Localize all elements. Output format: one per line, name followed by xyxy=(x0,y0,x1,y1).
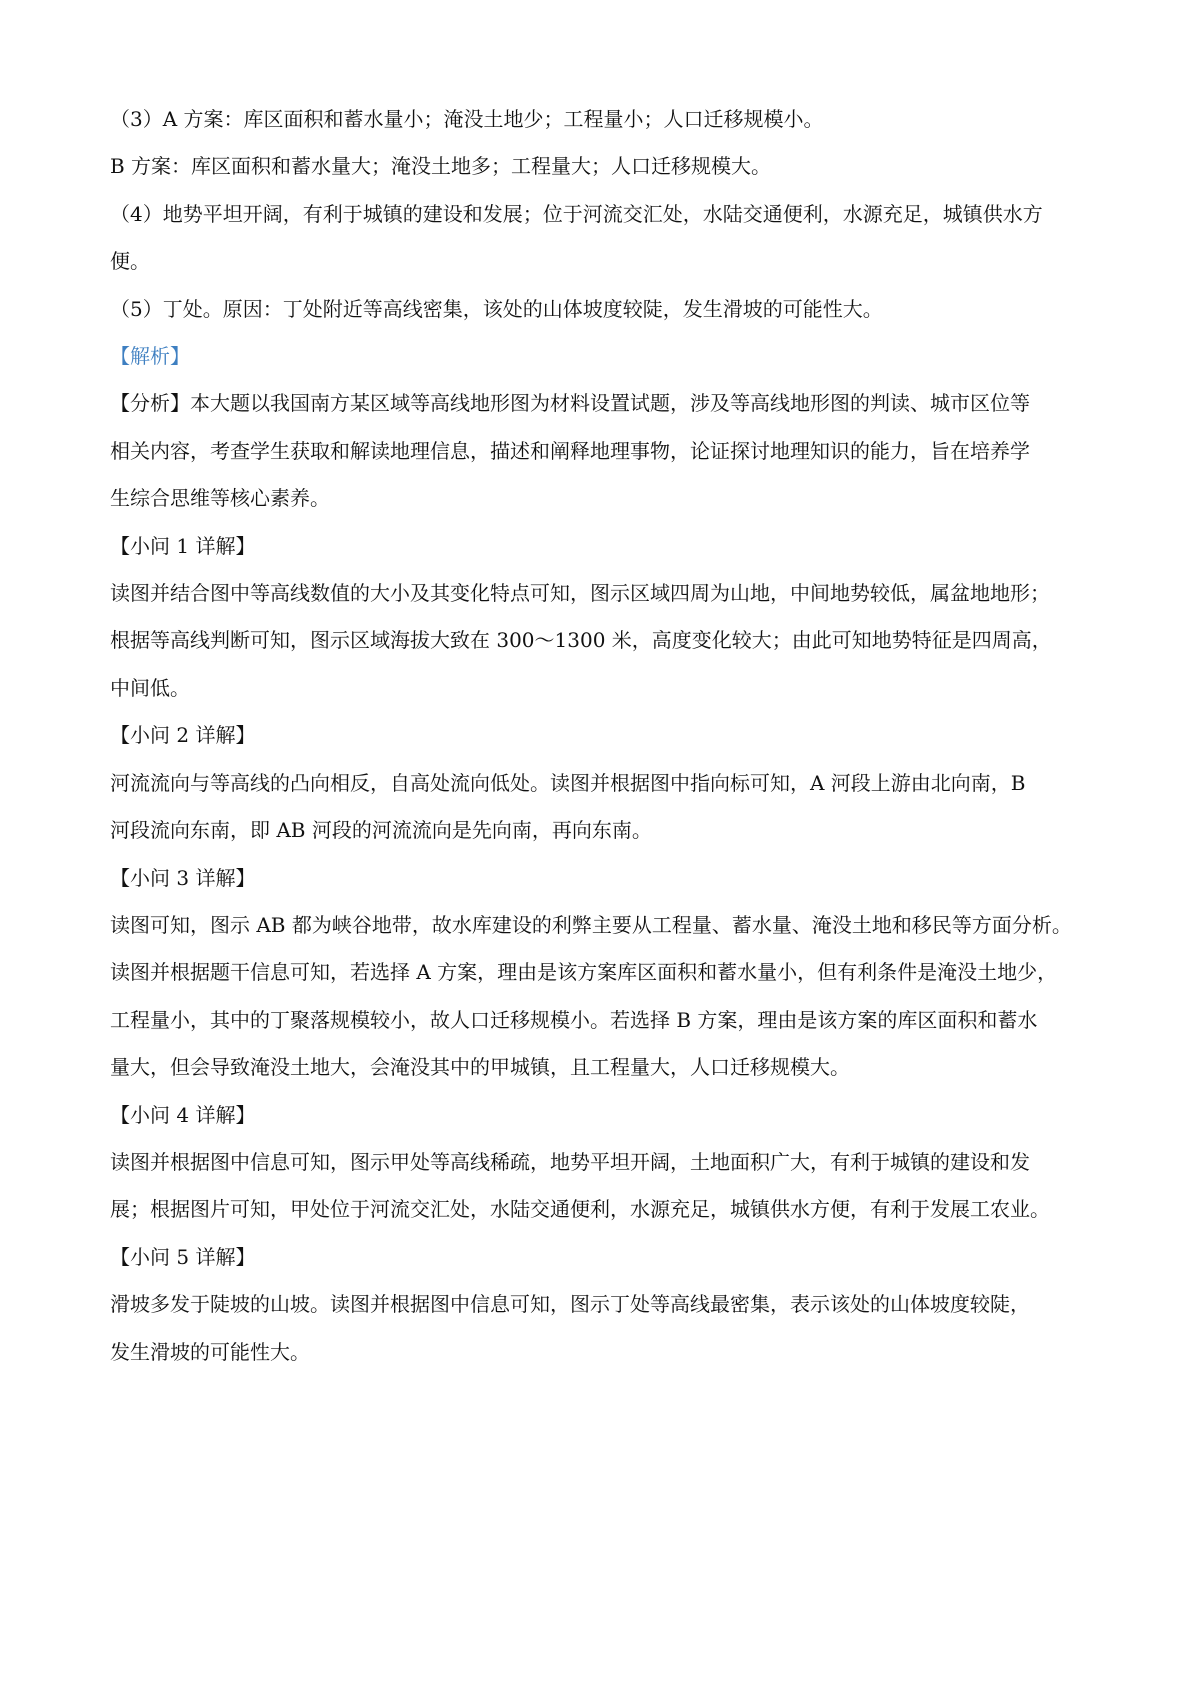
q5-line: 滑坡多发于陡坡的山坡。读图并根据图中信息可知，图示丁处等高线最密集，表示该处的山体坡度较陡， xyxy=(110,1292,1030,1317)
analysis-heading: 【解析】 xyxy=(110,344,190,369)
q1-line: 中间低。 xyxy=(110,675,190,700)
q3-line: 读图并根据题干信息可知，若选择 A 方案，理由是该方案库区面积和蓄水量小，但有利条件是淹没土地少， xyxy=(110,960,1058,985)
document-page xyxy=(110,96,1100,1376)
analysis-line: 【分析】本大题以我国南方某区域等高线地形图为材料设置试题，涉及等高线地形图的判读、城市区位等 xyxy=(110,391,1030,416)
q2-line: 河段流向东南，即 AB 河段的河流流向是先向南，再向东南。 xyxy=(110,818,652,843)
answer-line-3: （3）A 方案：库区面积和蓄水量小；淹没土地少；工程量小；人口迁移规模小。 xyxy=(110,107,824,131)
q3-line: 量大，但会导致淹没土地大，会淹没其中的甲城镇，且工程量大，人口迁移规模大。 xyxy=(110,1055,850,1080)
answer-line-3b: B 方案：库区面积和蓄水量大；淹没土地多；工程量大；人口迁移规模大。 xyxy=(110,154,772,179)
q3-heading: 【小问 3 详解】 xyxy=(110,865,256,890)
q2-heading: 【小问 2 详解】 xyxy=(110,723,256,748)
q2-line: 河流流向与等高线的凸向相反，自高处流向低处。读图并根据图中指向标可知，A 河段上游由北向南，B xyxy=(110,770,1026,795)
q3-line: 读图可知，图示 AB 都为峡谷地带，故水库建设的利弊主要从工程量、蓄水量、淹没土地和移民等方面分析。 xyxy=(110,912,1072,937)
answer-line-4b: 便。 xyxy=(110,249,150,274)
q1-heading: 【小问 1 详解】 xyxy=(110,533,256,558)
q4-heading: 【小问 4 详解】 xyxy=(110,1102,256,1127)
analysis-line: 相关内容，考查学生获取和解读地理信息，描述和阐释地理事物，论证探讨地理知识的能力，旨在培养学 xyxy=(110,438,1030,463)
q1-line: 根据等高线判断可知，图示区域海拔大致在 300～1300 米，高度变化较大；由此可知地势特征是四周高， xyxy=(110,628,1052,653)
q3-line: 工程量小，其中的丁聚落规模较小，故人口迁移规模小。若选择 B 方案，理由是该方案的库区面积和蓄水 xyxy=(110,1007,1038,1032)
answer-line-5: （5）丁处。原因：丁处附近等高线密集，该处的山体坡度较陡，发生滑坡的可能性大。 xyxy=(110,296,883,321)
q5-heading: 【小问 5 详解】 xyxy=(110,1244,256,1269)
q1-line: 读图并结合图中等高线数值的大小及其变化特点可知，图示区域四周为山地，中间地势较低，属盆地地形； xyxy=(110,581,1050,606)
answer-line-4: （4）地势平坦开阔，有利于城镇的建设和发展；位于河流交汇处，水陆交通便利，水源充足，城镇供水方 xyxy=(110,201,1043,226)
analysis-line: 生综合思维等核心素养。 xyxy=(110,486,330,511)
q5-line: 发生滑坡的可能性大。 xyxy=(110,1339,310,1364)
q4-line: 展；根据图片可知，甲处位于河流交汇处，水陆交通便利，水源充足，城镇供水方便，有利于发展工农业。 xyxy=(110,1197,1050,1222)
q4-line: 读图并根据图中信息可知，图示甲处等高线稀疏，地势平坦开阔，土地面积广大，有利于城镇的建设和发 xyxy=(110,1149,1030,1174)
